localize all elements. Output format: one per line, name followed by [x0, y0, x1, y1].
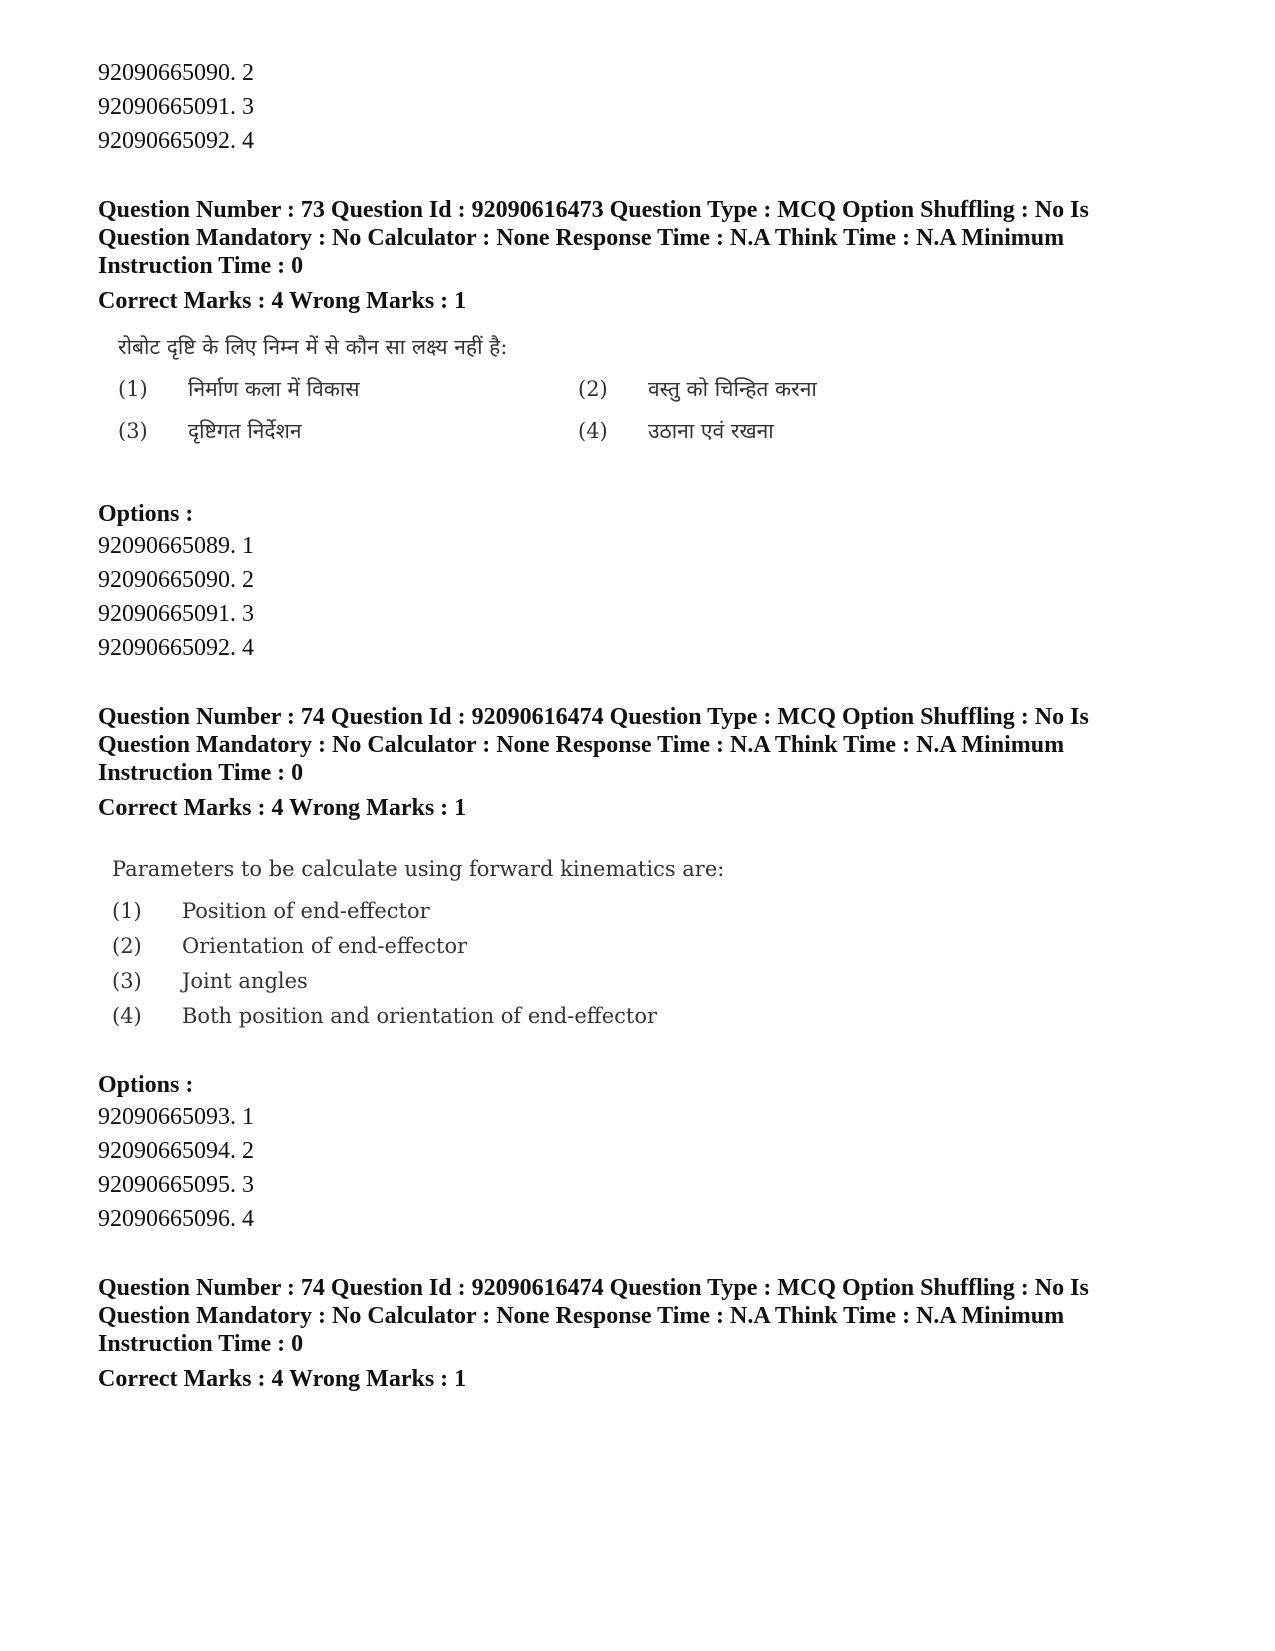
- options-list: [98, 1100, 1198, 1236]
- question-73-block: [98, 196, 1198, 665]
- question-marks: Correct Marks : 4 Wrong Marks : 1: [98, 1366, 467, 1392]
- option-line: 92090665092. 4: [98, 128, 254, 154]
- choice-item: (1) Position of end-effector: [112, 899, 430, 923]
- choice-grid: [118, 373, 1198, 447]
- option-line: 92090665092. 4: [98, 635, 254, 661]
- option-line: 92090665089. 1: [98, 533, 254, 559]
- options-label: Options :: [98, 501, 194, 527]
- question-stem: Parameters to be calculate using forward kinematics are:: [112, 857, 725, 881]
- choice-item: (4) उठाना एवं रखना: [578, 419, 774, 443]
- question-stem: रोबोट दृष्टि के लिए निम्न में से कौन सा लक्ष्य नहीं है:: [118, 335, 508, 359]
- option-line: 92090665090. 2: [98, 567, 254, 593]
- option-line: 92090665091. 3: [98, 601, 254, 627]
- choice-item: (2) वस्तु को चिन्हित करना: [578, 377, 817, 401]
- options-list: [98, 529, 1198, 665]
- question-marks: Correct Marks : 4 Wrong Marks : 1: [98, 795, 467, 821]
- question-image: [98, 329, 1198, 447]
- question-74-repeat-block: [98, 1274, 1198, 1393]
- document-page: [98, 56, 1198, 1393]
- choice-list: [112, 894, 1198, 1034]
- options-label: Options :: [98, 1072, 194, 1098]
- option-line: 92090665090. 2: [98, 60, 254, 86]
- choice-item: (3) Joint angles: [112, 969, 308, 993]
- question-meta: Question Number : 73 Question Id : 92090616473 Question Type : MCQ Option Shuffling : No Is Question Mandatory : No Calculator : None Response Time : N.A Think Time : N.A Minimum Instruction Time : 0: [98, 197, 1089, 279]
- choice-item: (1) निर्माण कला में विकास: [118, 377, 360, 401]
- question-marks: Correct Marks : 4 Wrong Marks : 1: [98, 288, 467, 314]
- option-line: 92090665096. 4: [98, 1206, 254, 1232]
- top-options-list: [98, 56, 1198, 158]
- choice-item: (2) Orientation of end-effector: [112, 934, 468, 958]
- question-meta: Question Number : 74 Question Id : 92090616474 Question Type : MCQ Option Shuffling : No Is Question Mandatory : No Calculator : None Response Time : N.A Think Time : N.A Minimum Instruction Time : 0: [98, 1275, 1089, 1357]
- option-line: 92090665094. 2: [98, 1138, 254, 1164]
- choice-item: (3) दृष्टिगत निर्देशन: [118, 419, 302, 443]
- option-line: 92090665095. 3: [98, 1172, 254, 1198]
- option-line: 92090665091. 3: [98, 94, 254, 120]
- question-meta: Question Number : 74 Question Id : 92090616474 Question Type : MCQ Option Shuffling : No Is Question Mandatory : No Calculator : None Response Time : N.A Think Time : N.A Minimum Instruction Time : 0: [98, 704, 1089, 786]
- option-line: 92090665093. 1: [98, 1104, 254, 1130]
- question-74-block: [98, 703, 1198, 1236]
- choice-item: (4) Both position and orientation of end-effector: [112, 1004, 658, 1028]
- question-image: [98, 852, 1198, 1034]
